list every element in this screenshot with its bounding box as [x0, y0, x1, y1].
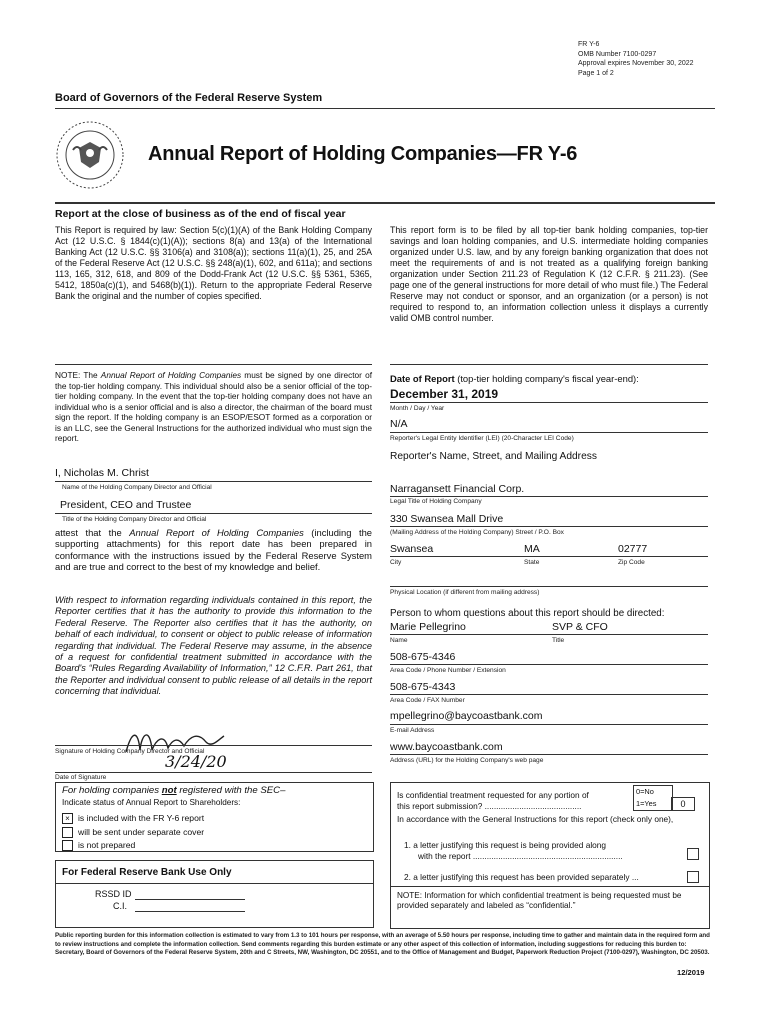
header-divider: [55, 108, 715, 109]
option-included[interactable]: × is included with the FR Y-6 report: [62, 812, 204, 826]
confidential-item-1: 1. a letter justifying this request is being provided along with the report .................................................................: [404, 840, 623, 861]
signature-date-rule: [55, 772, 372, 773]
report-date[interactable]: December 31, 2019: [390, 387, 499, 401]
street-rule: [390, 526, 708, 527]
confidential-item-2: 2. a letter justifying this request has been provided separately ...: [404, 872, 639, 882]
report-close-heading: Report at the close of business as of the end of fiscal year: [55, 208, 346, 220]
signer-name-rule: [55, 481, 372, 482]
option-not-prepared[interactable]: is not prepared: [62, 839, 204, 853]
confidential-question: Is confidential treatment requested for any portion of this report submission? ..........................................: [397, 790, 589, 811]
url-rule: [390, 754, 708, 755]
right-divider: [390, 364, 708, 365]
report-date-rule: [390, 402, 708, 403]
signature-date[interactable]: 3/24/20: [165, 752, 227, 771]
company-name-rule: [390, 496, 708, 497]
street-label: (Mailing Address of the Holding Company) Street / P.O. Box: [390, 529, 564, 536]
letter-with-report-checkbox[interactable]: [687, 848, 699, 860]
fr-use-title-rule: [55, 883, 373, 884]
contact-name[interactable]: Marie Pellegrino: [390, 621, 466, 633]
confidential-note: NOTE: Information for which confidential treatment is being requested must be provided separately and labeled as “confidential.”: [397, 891, 682, 911]
street-address[interactable]: 330 Swansea Mall Drive: [390, 513, 504, 525]
rssd-label: RSSD ID: [95, 889, 132, 899]
left-divider: [55, 364, 372, 365]
omb-number: OMB Number 7100-0297: [578, 50, 657, 58]
fax-rule: [390, 694, 708, 695]
email-address[interactable]: mpellegrino@baycoastbank.com: [390, 710, 543, 722]
zip-label: Zip Code: [618, 559, 645, 566]
checkbox-separate-cover[interactable]: [62, 827, 73, 838]
contact-heading: Person to whom questions about this report should be directed:: [390, 608, 665, 619]
physical-location-field[interactable]: [390, 586, 708, 587]
confidential-note-rule: [390, 886, 709, 887]
phone-rule: [390, 664, 708, 665]
reporter-heading: Reporter's Name, Street, and Mailing Address: [390, 451, 597, 462]
signer-title-rule: [55, 513, 372, 514]
signature-date-label: Date of Signature: [55, 774, 107, 781]
fr-use-title: For Federal Reserve Bank Use Only: [62, 867, 232, 878]
zip-field[interactable]: 02777: [618, 543, 648, 555]
date-of-report-label: Date of Report (top-tier holding company's fiscal year-end):: [390, 373, 639, 384]
sec-box-subtitle: Indicate status of Annual Report to Shareholders:: [62, 798, 241, 807]
checkbox-not-prepared[interactable]: [62, 840, 73, 851]
state-field[interactable]: MA: [524, 543, 540, 555]
title-divider: [55, 202, 715, 204]
physical-location-label: Physical Location (if different from mailing address): [390, 589, 540, 596]
contact-name-label: Name: [390, 637, 408, 644]
board-name: Board of Governors of the Federal Reserve System: [55, 92, 323, 104]
lei-label: Reporter's Legal Entity Identifier (LEI) (20-Character LEI Code): [390, 435, 574, 442]
contact-name-rule: [390, 634, 708, 635]
phone-label: Area Code / Phone Number / Extension: [390, 667, 506, 674]
option-yes-label: 1=Yes: [636, 799, 657, 808]
form-id: FR Y-6: [578, 41, 600, 48]
rssd-field[interactable]: [135, 899, 245, 900]
signer-name-label: Name of the Holding Company Director and Official: [62, 484, 212, 491]
option-no-label: 0=No: [636, 787, 654, 796]
certification-paragraph: With respect to information regarding individuals contained in this report, the Reporter certifies that it has the authority to provide this information to the Federal Reserve. The Reporter also certifies that it has the authority, on behalf of each individual, to consent or object to public release of information regarding that individual. The Federal Reserve may assume, in the absence of a request for confidential treatment submitted in accordance with the Board's “Rules Regarding Availability of Information,” 12 C.F.R. Part 261, that the Reporter and individual consent to public release of all details in the report concerning that individual.: [55, 595, 372, 697]
confidential-answer-field[interactable]: 0: [671, 797, 695, 811]
phone-number[interactable]: 508-675-4346: [390, 651, 456, 663]
lei-value[interactable]: N/A: [390, 418, 408, 430]
city-rule: [390, 556, 708, 557]
option-separate-cover[interactable]: will be sent under separate cover: [62, 826, 204, 840]
signer-name-line: I, Nicholas M. Christ: [55, 467, 149, 479]
company-name-label: Legal Title of Holding Company: [390, 498, 482, 505]
ci-field[interactable]: [135, 911, 245, 912]
intro-right-paragraph: This report form is to be filed by all top-tier bank holding companies, top-tier savings and loan holding companies, and U.S. intermediate holding companies organized under U.S. law, and by any foreign banking organization that does not meet the requirements of and is not treated as a qualifying foreign banking organization under Section 211.23 of Regulation K (12 C.F.R. § 211.23). (See page one of the general instructions for more detail of who must file.) The Federal Reserve may not conduct or sponsor, and an organization (or a person) is not required to respond to, an information collection unless it displays a currently valid OMB control number.: [390, 225, 708, 323]
contact-title-label: Title: [552, 637, 565, 644]
report-date-label: Month / Day / Year: [390, 405, 445, 412]
city-label: City: [390, 559, 402, 566]
email-rule: [390, 724, 708, 725]
fax-label: Area Code / FAX Number: [390, 697, 465, 704]
city-field[interactable]: Swansea: [390, 543, 434, 555]
page-title: Annual Report of Holding Companies—FR Y-6: [148, 143, 578, 165]
letter-separately-checkbox[interactable]: [687, 871, 699, 883]
burden-statement: Public reporting burden for this information collection is estimated to vary from 1.3 to 101 hours per response, with an average of 5.50 hours per response, including time to gather and maintain data in the required form and to review instructions and complete the information collection. Send comments regarding this burden estimate or any other aspect of this collection of information, including suggestions for reducing this burden to: Secretary, Board of Governors of the Federal Reserve System, 20th and C Streets, NW, Washington, DC 20551, and to the Office of Management and Budget, Paperwork Reduction Project (7100-0297), Washington, DC 20503.: [55, 932, 710, 957]
contact-title[interactable]: SVP & CFO: [552, 621, 608, 633]
state-label: State: [524, 559, 540, 566]
form-meta: [578, 40, 694, 78]
holding-company-name[interactable]: Narragansett Financial Corp.: [390, 483, 525, 495]
email-label: E-mail Address: [390, 727, 435, 734]
approval-expires: Approval expires November 30, 2022: [578, 60, 694, 67]
sec-box-title: For holding companies not registered with the SEC–: [62, 785, 286, 796]
url-label: Address (URL) for the Holding Company's web page: [390, 757, 544, 764]
ci-label: C.I.: [113, 901, 128, 911]
signature-rule: [55, 745, 372, 746]
form-revision-date: 12/2019: [677, 968, 705, 977]
signing-note: NOTE: The Annual Report of Holding Companies must be signed by one director of the top-tier holding company. This individual should also be a senior official of the top-tier holding company. In the event that the top-tier holding company does not have an individual who is a senior official and is also a director, the chairman of the board must sign the report. If the holding company is an ESOP/ESOT formed as a corporation or is an LLC, see the General Instructions for the authorized individual who must sign the report.: [55, 370, 372, 443]
signer-title[interactable]: President, CEO and Trustee: [60, 499, 192, 511]
confidential-instructions: In accordance with the General Instructions for this report (check only one),: [397, 814, 674, 824]
web-url[interactable]: www.baycoastbank.com: [390, 741, 503, 753]
signature-label: Signature of Holding Company Director and Official: [55, 748, 205, 755]
page-number: Page 1 of 2: [578, 69, 614, 77]
lei-rule: [390, 432, 708, 433]
signer-name[interactable]: Nicholas M. Christ: [63, 467, 149, 479]
fax-number[interactable]: 508-675-4343: [390, 681, 456, 693]
federal-reserve-seal-icon: [55, 120, 125, 190]
intro-left-paragraph: This Report is required by law: Section 5(c)(1)(A) of the Bank Holding Company Act (12 U.S.C. § 1844(c)(1)(A)); sections 8(a) and 13(a) of the International Banking Act (12 U.S.C. §§ 3106(a) and 3108(a)); sections 11(a)(1), 25, and 25A of the Federal Reserve Act (12 U.S.C. §§ 248(a)(1), 602, and 611a); and sections 113, 165, 312, 618, and 809 of the Dodd-Frank Act (12 U.S.C. §§ 5361, 5365, 5412, 1850a(c)(1), and 5468(b)(1)). Return to the appropriate Federal Reserve Bank the original and the number of copies specified.: [55, 225, 372, 301]
checkbox-included[interactable]: ×: [62, 813, 73, 824]
attestation-paragraph: attest that the Annual Report of Holding Companies (including the supporting attachments) for this report date has been prepared in conformance with the instructions issued by the Federal Reserve System and are true and correct to the best of my knowledge and belief.: [55, 527, 373, 573]
signer-title-label: Title of the Holding Company Director and Official: [62, 516, 207, 523]
shareholder-report-options: [62, 812, 204, 853]
